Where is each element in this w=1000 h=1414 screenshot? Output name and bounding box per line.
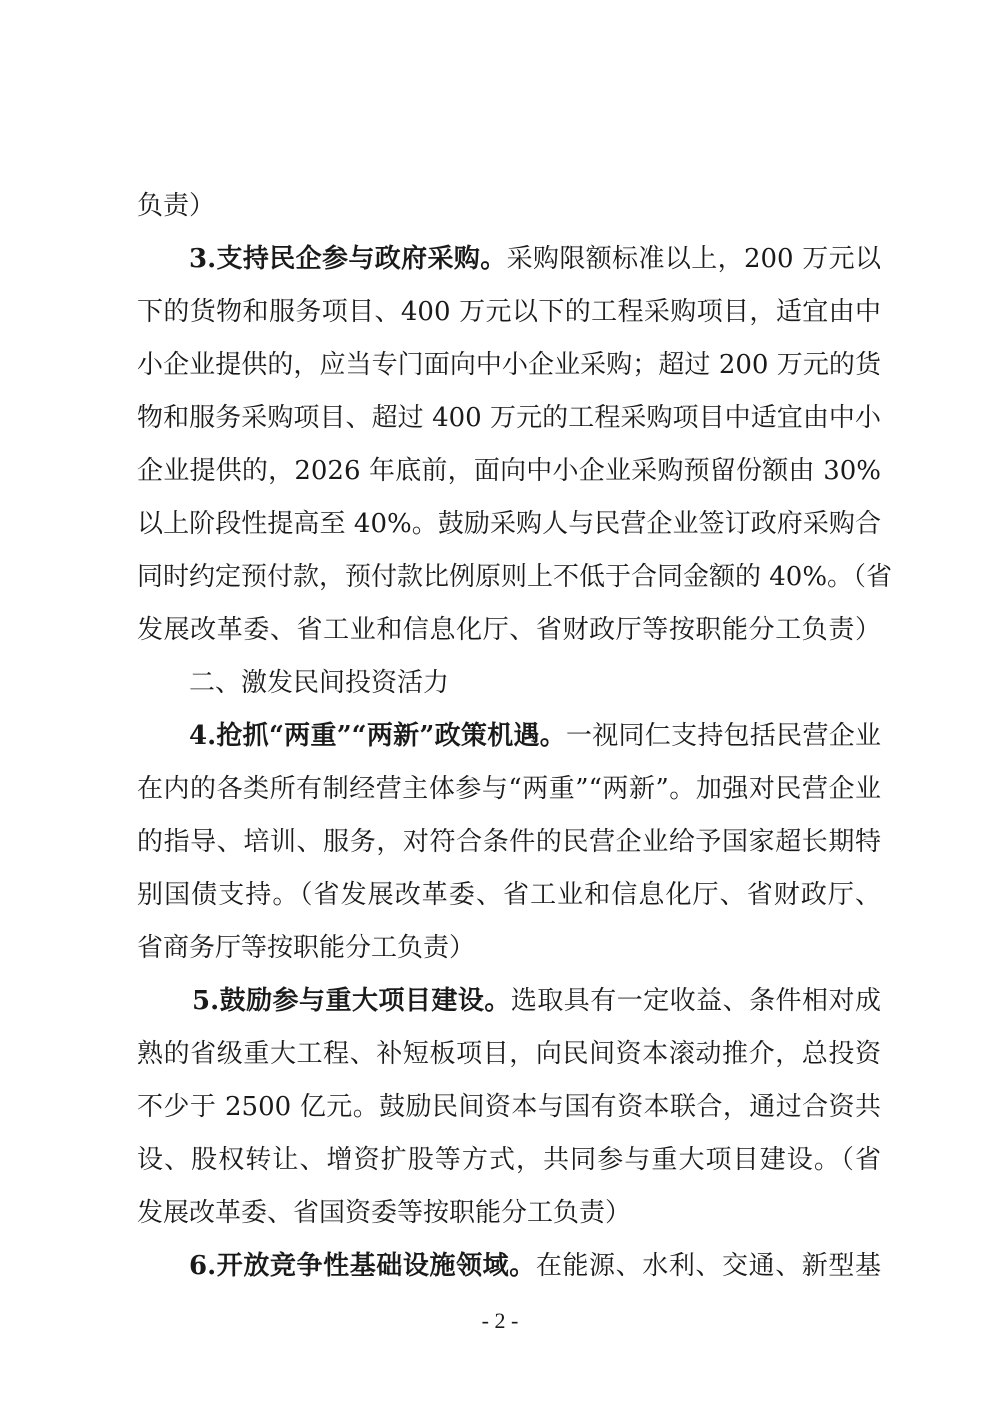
item-3-title: 3.支持民企参与政府采购。 — [189, 244, 507, 274]
text-line: 省商务厅等按职能分工负责） — [137, 933, 476, 963]
page-number: - 2 - — [481, 1308, 519, 1333]
text-line: 在内的各类所有制经营主体参与“两重”“两新”。加强对民营企业 — [137, 774, 881, 804]
item-4-heading-line: 4.抢抓“两重”“两新”政策机遇。一视同仁支持包括民营企业 — [189, 721, 881, 751]
text-line: 的指导、培训、服务，对符合条件的民营企业给予国家超长期特 — [137, 827, 881, 857]
text-line: 熟的省级重大工程、补短板项目，向民间资本滚动推介，总投资 — [137, 1039, 881, 1069]
text-line: 下的货物和服务项目、400 万元以下的工程采购项目，适宜由中 — [137, 297, 881, 327]
text-line: 设、股权转让、增资扩股等方式，共同参与重大项目建设。（省 — [137, 1145, 881, 1175]
text-line: 发展改革委、省国资委等按职能分工负责） — [137, 1198, 632, 1228]
item-4-title: 4.抢抓“两重”“两新”政策机遇。 — [189, 721, 567, 751]
text-line: 不少于 2500 亿元。鼓励民间资本与国有资本联合，通过合资共 — [137, 1092, 881, 1122]
text-line: 同时约定预付款，预付款比例原则上不低于合同金额的 40%。（省 — [137, 562, 893, 592]
text-line: 企业提供的，2026 年底前，面向中小企业采购预留份额由 30% — [137, 456, 881, 486]
text-line: 物和服务采购项目、超过 400 万元的工程采购项目中适宜由中小 — [137, 403, 881, 433]
text-line: 负责） — [137, 191, 216, 221]
text-line: 别国债支持。（省发展改革委、省工业和信息化厅、省财政厅、 — [137, 880, 881, 910]
text-line: 发展改革委、省工业和信息化厅、省财政厅等按职能分工负责） — [137, 615, 881, 645]
section-heading: 二、激发民间投资活力 — [189, 668, 450, 698]
item-3-heading-line: 3.支持民企参与政府采购。采购限额标准以上，200 万元以 — [189, 244, 881, 274]
item-5-heading-line: 5.鼓励参与重大项目建设。选取具有一定收益、条件相对成 — [192, 986, 881, 1016]
item-6-heading-line: 6.开放竞争性基础设施领域。在能源、水利、交通、新型基 — [189, 1251, 881, 1281]
text-line: 以上阶段性提高至 40%。鼓励采购人与民营企业签订政府采购合 — [137, 509, 881, 539]
text-line: 小企业提供的，应当专门面向中小企业采购；超过 200 万元的货 — [137, 350, 881, 380]
item-6-title: 6.开放竞争性基础设施领域。 — [189, 1251, 536, 1281]
item-5-title: 5.鼓励参与重大项目建设。 — [192, 986, 511, 1016]
